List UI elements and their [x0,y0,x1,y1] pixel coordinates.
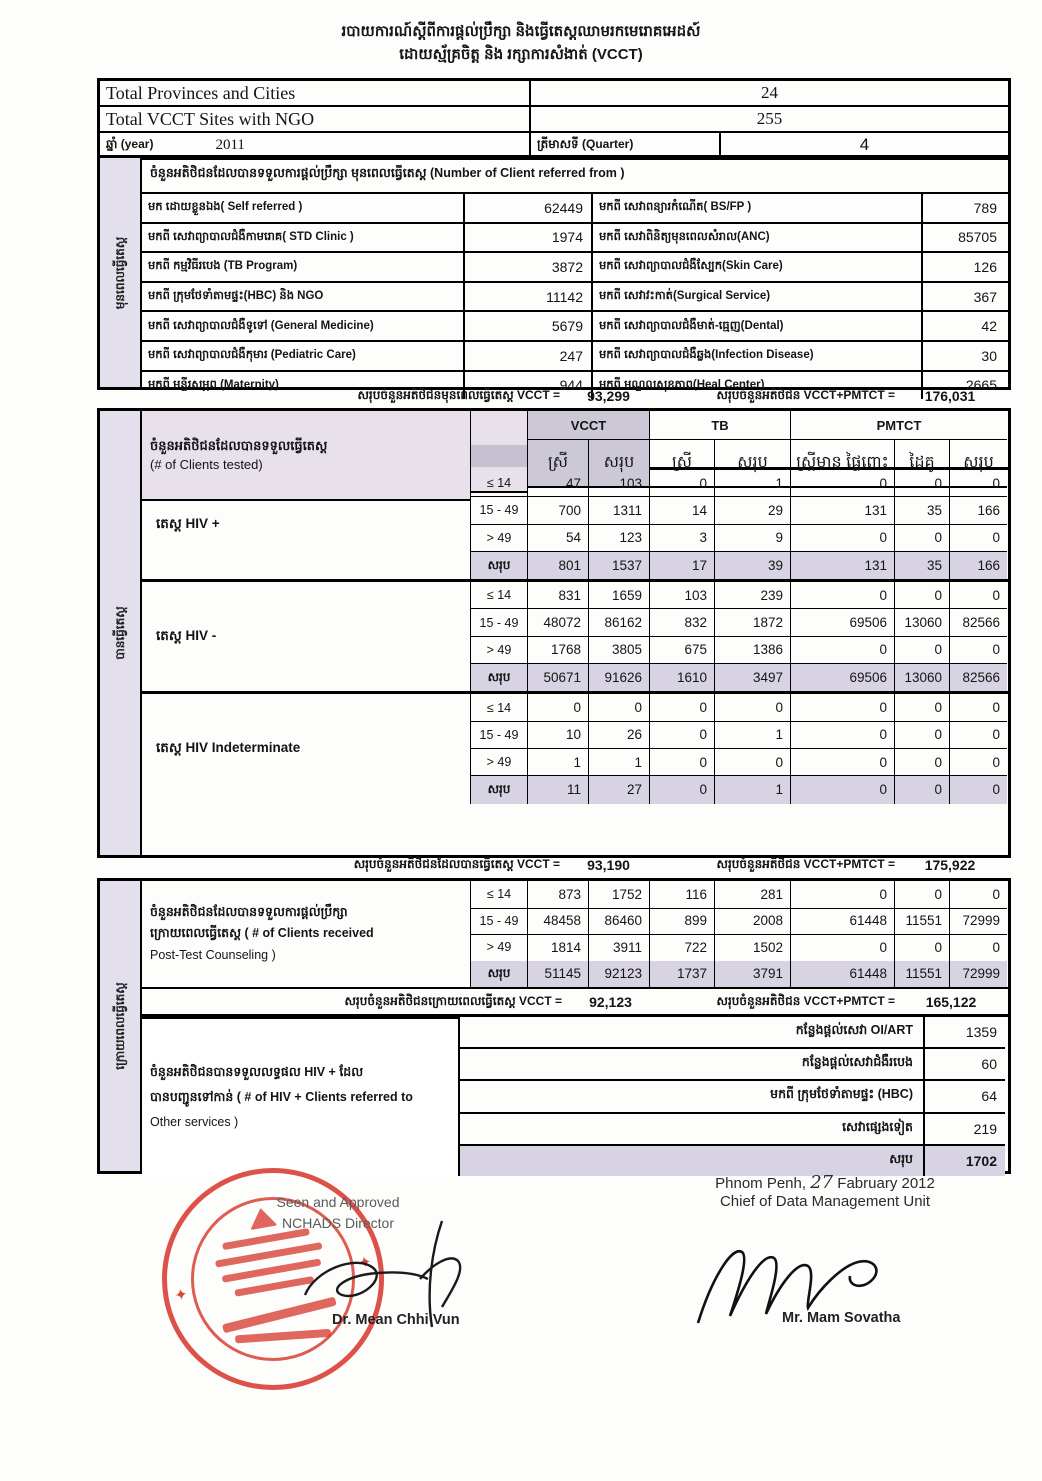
side-strip-tested [100,411,142,855]
row-value: 2665 [965,377,997,394]
age-label: សរុប [471,776,528,803]
summary-value-vcct: 93,299 [587,388,630,404]
spacer-cell [950,445,1007,467]
age-label: > 49 [471,749,528,776]
row-label: សេវាផ្សេងទៀត [460,1114,923,1146]
cell-value: 0 [650,694,715,721]
vcct-group-header: VCCT [528,411,650,440]
cell-value: 0 [895,637,950,664]
cell-value: 35 [895,552,950,579]
table-row [471,694,1008,721]
year-value: 2011 [215,136,245,153]
cell-value: 0 [895,881,950,909]
row-value: 126 [973,258,997,275]
subheader-tb-total: សរុប [715,440,791,488]
referral-label-cell [142,1017,460,1176]
table-row [471,470,1008,497]
cell-value: 1872 [715,609,791,636]
cell-value: 0 [791,776,895,803]
post-test-table [142,881,1008,987]
cell-value: 29 [715,497,791,524]
group-rows [471,582,1008,691]
summary-value-total: 175,922 [924,857,976,873]
cell-value: 1 [715,776,791,803]
post-test-section [97,878,1011,1174]
cell-value: 61448 [791,908,895,936]
post-test-label-english: Post-Test Counseling ) [150,947,276,962]
summary-label-vcct: សរុបចំនួនអតិថិជនក្រោយពេលធ្វើតេស្ត VCCT = [344,993,562,1008]
table-row-total [471,961,1008,988]
row-label: មក ដោយខ្លួនឯង( Self referred ) [142,194,465,222]
summary-value-vcct: 93,190 [587,857,630,873]
cell-value: 1 [715,722,791,749]
spacer-cell [589,445,650,467]
row-label: មកពី សេវាព្យាបាលជំងឺមាត់-ធ្មេញ(Dental) [593,312,923,340]
row-label: កន្លែងផ្តល់សេវាជំងឺរបេង [460,1049,923,1081]
table-row [471,722,1008,749]
cell-value: 13060 [895,664,950,691]
cell-value: 1768 [528,637,589,664]
cell-value: 48072 [528,609,589,636]
cell-value: 86162 [589,609,650,636]
cell-value: 1 [589,749,650,776]
cell-value: 0 [950,582,1007,609]
total-provinces-value: 24 [761,83,778,102]
table-row [142,283,1008,313]
year-label: ឆ្នាំ (year) [106,137,154,151]
row-label: មកពី សេវាពិនិត្យមុនពេលសំរាល(ANC) [593,224,923,252]
referred-summary-line [97,384,1005,408]
tb-group-header: TB [650,411,791,440]
table-row-total [471,664,1008,691]
cell-value: 91626 [589,664,650,691]
summary-info-table [97,78,1011,160]
side-strip-before-test [100,158,142,387]
cell-value: 1752 [589,881,650,909]
cell-value: 11 [528,776,589,803]
cell-value: 166 [950,552,1007,579]
referral-label-line2: បានបញ្ជូនទៅកាន់ ( # of HIV + Clients referred to [150,1089,413,1104]
referral-label-line3: Other services ) [150,1114,239,1129]
row-value: 11142 [465,283,593,311]
subheader-pmtct-partner: ដៃគូ [895,440,950,488]
cell-value: 3791 [715,961,791,988]
date-rest: Fabruary 2012 [837,1175,935,1192]
table-row [471,609,1008,636]
cell-value: 0 [950,776,1007,803]
cell-value: 3497 [715,664,791,691]
row-value: 5679 [465,312,593,340]
row-value: 1359 [923,1017,1005,1049]
cell-value: 239 [715,582,791,609]
cell-value: 832 [650,609,715,636]
spacer-cell [715,445,791,467]
cell-value: 82566 [950,664,1007,691]
subheader-vcct-female: ស្រី [528,440,589,488]
handwritten-day: 27 [810,1172,834,1193]
summary-value-total: 176,031 [924,388,976,404]
cell-value: 1659 [589,582,650,609]
cell-value: 3 [650,525,715,552]
table-row [142,312,1008,342]
summary-label-total: សរុបចំនួនអតិថិជន VCCT+PMTCT = [716,857,895,871]
right-signer-title: Chief of Data Management Unit [719,1193,931,1210]
table-row [142,194,1008,224]
row-label-total: សរុប [460,1146,923,1176]
cell-value: 0 [895,749,950,776]
row-label: មកពី ក្រុមថែទាំតាមផ្ទះ(HBC) និង NGO [142,283,465,311]
cell-value: 675 [650,637,715,664]
cell-value: 1311 [589,497,650,524]
summary-label-vcct: សរុបចំនួនអតិថិជនមុនពេលធ្វើតេស្ត VCCT = [357,388,560,402]
row-label: មកពី សេវាព្យាបាលជំងឺឆ្លង(Infection Disease) [593,342,923,370]
row-value-total: 1702 [923,1146,1005,1176]
left-signer-name: Dr. Mean Chhi Vun [332,1312,460,1328]
subheader-vcct-total: សរុប [589,440,650,488]
spacer-cell [528,445,589,467]
post-test-rows [471,881,1008,987]
post-test-label-khmer: ចំនួនអតិថិជនដែលបានទទួលការផ្តល់ប្រឹក្សា [150,905,348,920]
cell-value: 61448 [791,961,895,988]
pmtct-group-header: PMTCT [791,411,1007,440]
cell-value: 0 [715,694,791,721]
hiv-negative-group [142,582,1008,694]
cell-value: 0 [791,881,895,909]
row-value: 62449 [465,194,593,222]
cell-value: 54 [528,525,589,552]
cell-value: 39 [715,552,791,579]
cell-value: 0 [589,694,650,721]
age-label: > 49 [471,934,528,962]
cell-value: 123 [589,525,650,552]
age-label: 15 - 49 [471,609,528,636]
side-label-before-test: មុនពេលធ្វើតេស្ត [113,236,127,309]
tested-title-english: (# of Clients tested) [150,457,263,472]
cell-value: 0 [791,582,895,609]
referred-from-table [142,158,1008,394]
cell-value: 0 [650,470,715,497]
star-icon: ✦ [173,1286,190,1306]
row-label: មកពី មន្ទីរសម្ភព (Maternity) [142,372,465,400]
cell-value: 873 [528,881,589,909]
post-test-content [142,881,1008,1171]
row-label: មកពី ក្រុមថែទាំតាមផ្ទះ (HBC) [460,1081,923,1113]
place-label: Phnom Penh, [715,1175,807,1192]
cell-value: 9 [715,525,791,552]
cell-value: 0 [650,776,715,803]
table-row [142,253,1008,283]
cell-value: 13060 [895,609,950,636]
subheader-tb-female: ស្រី [650,440,715,488]
right-signer-name: Mr. Mam Sovatha [782,1310,901,1326]
summary-value-vcct: 92,123 [589,993,632,1010]
cell-value: 831 [528,582,589,609]
row-value: 64 [923,1081,1005,1113]
spacer-cell [142,445,471,467]
table-row-total [471,776,1008,803]
table-row [471,582,1008,609]
side-label-tested: បានធ្វើតេស្ត [113,606,127,660]
date-line [645,1172,1005,1193]
tested-title-khmer: ចំនួនអតិថិជនដែលបានទទួលធ្វើតេស្ត [150,438,328,453]
cell-value: 1386 [715,637,791,664]
referral-table [142,1017,1008,1176]
row-label: កន្លែងផ្តល់សេវា OI/ART [460,1017,923,1049]
cell-value: 0 [528,694,589,721]
row-value: 60 [923,1049,1005,1081]
cell-value: 0 [950,749,1007,776]
table-row [471,497,1008,524]
table-row [471,525,1008,552]
report-title-khmer-line2: ដោយស្ម័គ្រចិត្ត និង រក្សាការសំងាត់ (VCCT) [399,46,643,64]
row-label: មកពី កម្មវិធីរបេង (TB Program) [142,253,465,281]
total-vcct-sites-label: Total VCCT Sites with NGO [100,107,531,131]
referral-label-line1: ចំនួនអតិថិជនបានទទួលលទ្ធផល HIV + ដែល [150,1064,364,1079]
table-row [471,908,1008,935]
row-value: 1974 [465,224,593,252]
cell-value: 0 [950,525,1007,552]
summary-label-total: សរុបចំនួនអតិថិជន VCCT+PMTCT = [716,993,895,1008]
table-row [100,81,1008,107]
footer-right-block [645,1172,1005,1210]
referred-from-header: ចំនួនអតិថិជនដែលបានទទួលការផ្តល់ប្រឹក្សា មុនពេលធ្វើតេស្ត (Number of Client referred from ) [142,158,1008,194]
cell-value: 82566 [950,609,1007,636]
cell-value: 0 [895,722,950,749]
group-rows [471,694,1008,803]
cell-value: 0 [950,934,1007,962]
row-label: មកពី សេវាព្យាបាលជំងឺកុមារ (Pediatric Care) [142,342,465,370]
cell-value: 86460 [589,908,650,936]
quarter-label: ត្រីមាសទី (Quarter) [531,133,721,157]
total-vcct-sites-value: 255 [756,109,783,128]
year-cell [100,133,531,157]
age-label: 15 - 49 [471,908,528,936]
group-rows [471,470,1008,579]
referred-from-section [97,155,1011,394]
table-row [471,749,1008,776]
cell-value: 103 [650,582,715,609]
table-row [100,133,1008,157]
age-label: ≤ 14 [471,470,528,497]
cell-value: 48458 [528,908,589,936]
stamp-approval-line1: Seen and Approved [276,1194,400,1210]
cell-value: 801 [528,552,589,579]
age-label: ≤ 14 [471,881,528,909]
age-label: > 49 [471,525,528,552]
row-value: 85705 [958,229,997,246]
cell-value: 1610 [650,664,715,691]
spacer-row [142,445,1008,470]
row-label: មកពី សេវាព្យាបាលជំងឺកាមរោគ( STD Clinic ) [142,224,465,252]
spacer-cell [650,445,715,467]
cell-value: 0 [791,525,895,552]
cell-value: 0 [791,694,895,721]
age-label: 15 - 49 [471,722,528,749]
cell-value: 27 [589,776,650,803]
table-header-groups [142,411,1008,472]
cell-value: 0 [895,582,950,609]
cell-value: 0 [895,525,950,552]
post-test-label-cell [142,881,471,987]
cell-value: 0 [791,637,895,664]
row-value: 944 [465,372,593,400]
cell-value: 0 [650,749,715,776]
row-label: មកពី សេវាវះកាត់(Surgical Service) [593,283,923,311]
subheader-pmtct-total: សរុប [950,440,1007,488]
group-label-hiv-indeterminate: តេស្ត HIV Indeterminate [142,694,471,803]
clients-tested-table [142,411,1008,855]
age-label: ≤ 14 [471,582,528,609]
cell-value: 131 [791,552,895,579]
table-row [100,107,1008,133]
cell-value: 1502 [715,934,791,962]
row-value: 219 [923,1114,1005,1146]
cell-value: 0 [791,722,895,749]
row-value: 30 [981,347,997,364]
cell-value: 116 [650,881,715,909]
cell-value: 50671 [528,664,589,691]
cell-value: 3805 [589,637,650,664]
subheader-pmtct-pregnant: ស្ត្រីមាន ផ្ទៃពោះ [791,440,895,488]
cell-value: 700 [528,497,589,524]
spacer-cell [791,445,895,467]
cell-value: 0 [895,470,950,497]
cell-value: 1814 [528,934,589,962]
cell-value: 0 [895,694,950,721]
hiv-positive-group [142,470,1008,582]
post-test-label-khmer2: ក្រោយពេលធ្វើតេស្ត ( # of Clients received [150,926,374,941]
table-row [471,637,1008,664]
cell-value: 51145 [528,961,589,988]
cell-value: 14 [650,497,715,524]
total-provinces-label: Total Provinces and Cities [100,81,531,105]
cell-value: 281 [715,881,791,909]
cell-value: 166 [950,497,1007,524]
cell-value: 72999 [950,961,1007,988]
stamp-approval-line2: NCHADS Director [281,1215,394,1231]
summary-label-total: សរុបចំនួនអតិថិជន VCCT+PMTCT = [716,388,895,402]
cell-value: 1 [528,749,589,776]
table-row-total [471,552,1008,579]
cell-value: 92123 [589,961,650,988]
cell-value: 0 [791,934,895,962]
quarter-value: 4 [859,135,870,154]
report-title [0,20,1042,67]
cell-value: 722 [650,934,715,962]
cell-value: 17 [650,552,715,579]
row-label: មកពី មណ្ឌលសុខភាព(Heal Center) [593,372,923,400]
age-label: សរុប [471,961,528,988]
age-label: 15 - 49 [471,497,528,524]
cell-value: 0 [895,934,950,962]
cell-value: 2008 [715,908,791,936]
side-strip-after-test [100,881,142,1171]
side-label-after-test: ក្រោយពេលធ្វើតេស្ត [113,982,127,1070]
cell-value: 1537 [589,552,650,579]
table-row [142,342,1008,372]
cell-value: 0 [650,722,715,749]
age-label: សរុប [471,552,528,579]
row-value: 789 [973,199,997,216]
group-label-hiv-positive: តេស្ត HIV + [142,470,471,579]
cell-value: 0 [950,694,1007,721]
cell-value: 69506 [791,664,895,691]
row-value: 367 [973,288,997,305]
cell-value: 69506 [791,609,895,636]
cell-value: 26 [589,722,650,749]
cell-value: 72999 [950,908,1007,936]
cell-value: 11551 [895,908,950,936]
age-label: សរុប [471,664,528,691]
age-label: > 49 [471,637,528,664]
cell-value: 1 [715,470,791,497]
cell-value: 11551 [895,961,950,988]
cell-value: 103 [589,470,650,497]
row-value: 3872 [465,253,593,281]
cell-value: 47 [528,470,589,497]
row-label: មកពី សេវាព្យាបាលជំងឺស្បែក(Skin Care) [593,253,923,281]
cell-value: 0 [950,470,1007,497]
cell-value: 0 [791,470,895,497]
cell-value: 0 [895,776,950,803]
report-title-khmer-line1: របាយការណ៍ស្តីពីការផ្តល់ប្រឹក្សា និងធ្វើតេស្តឈាមរកមេរោគអេដស៍ [341,23,701,40]
age-label: ≤ 14 [471,694,528,721]
spacer-cell [895,445,950,467]
row-label: មកពី សេវាពន្យារកំណើត( BS/FP ) [593,194,923,222]
cell-value: 1737 [650,961,715,988]
table-row [142,224,1008,254]
cell-value: 10 [528,722,589,749]
cell-value: 131 [791,497,895,524]
table-row [471,934,1008,961]
star-icon: ✦ [356,1253,374,1273]
group-label-hiv-negative: តេស្ត HIV - [142,582,471,691]
hiv-indeterminate-group [142,694,1008,803]
cell-value: 0 [950,722,1007,749]
cell-value: 899 [650,908,715,936]
post-test-summary-line [142,987,1008,1017]
summary-value-total: 165,122 [925,993,977,1010]
cell-value: 3911 [589,934,650,962]
summary-label-vcct: សរុបចំនួនអតិថិជនដែលបានធ្វើតេស្ត VCCT = [353,857,560,871]
row-value: 247 [465,342,593,370]
row-value: 42 [981,318,997,335]
row-label: មកពី សេវាព្យាបាលជំងឺទូទៅ (General Medicine) [142,312,465,340]
tested-summary-line [97,853,1005,877]
clients-tested-section [97,408,1011,858]
cell-value: 35 [895,497,950,524]
cell-value: 0 [950,637,1007,664]
cell-value: 0 [791,749,895,776]
spacer-cell [471,445,528,467]
cell-value: 0 [950,881,1007,909]
cell-value: 0 [715,749,791,776]
table-row [471,881,1008,908]
